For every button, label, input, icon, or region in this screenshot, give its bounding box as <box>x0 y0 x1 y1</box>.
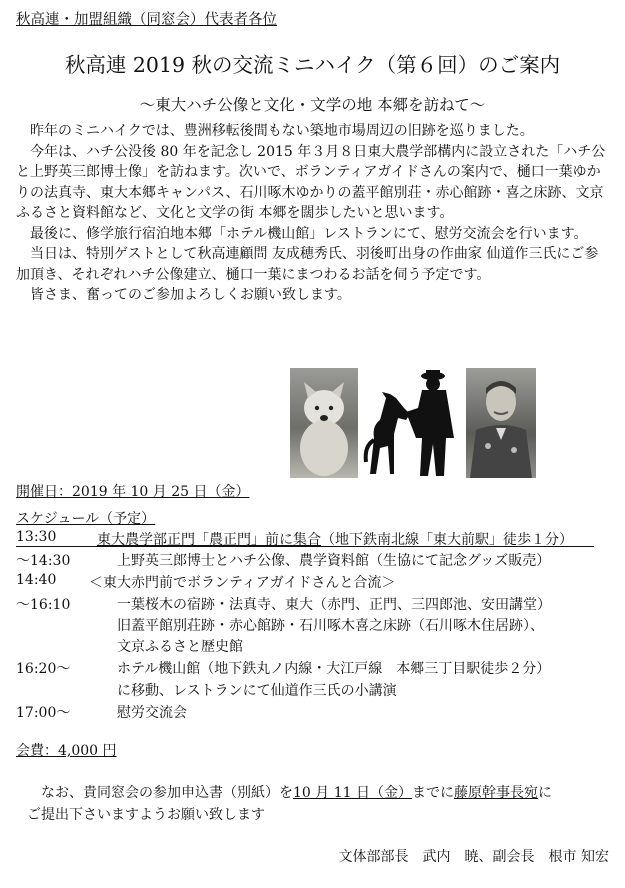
schedule-desc: ホテル機山館（地下鉄丸ノ内線・大江戸線 本郷三丁目駅徒歩２分） <box>117 661 551 677</box>
signature: 文体部部長 武内 暁、副会長 根市 知宏 <box>338 849 609 865</box>
note-text: までに <box>411 785 454 801</box>
schedule-desc: ＜東大赤門前でボランティアガイドさんと合流＞ <box>89 575 396 591</box>
schedule-heading: スケジュール（予定） <box>16 511 156 527</box>
note-line-2: ご提出下さいますようお願い致します <box>27 807 265 823</box>
schedule-desc: 旧蓋平館別荘跡・赤心館跡・石川啄木喜之床跡（石川啄木住居跡）、 <box>117 618 544 634</box>
paragraph: 最後に、修学旅行宿泊地本郷「ホテル機山館」レストランにて、慰労交流会を行います。 <box>30 225 588 242</box>
schedule-desc: 慰労交流会 <box>117 705 187 721</box>
schedule-time: 13:30 <box>16 529 57 545</box>
schedule-desc-main: 東大農学部正門「農正門」前に集合 <box>97 532 321 548</box>
paragraph: 昨年のミニハイクでは、豊洲移転後間もない築地市場周辺の旧跡を巡りました。 <box>30 123 534 139</box>
fee: 会費：4,000 円 <box>16 743 117 759</box>
schedule-time: 16:20〜 <box>16 661 71 677</box>
body-text <box>16 121 612 306</box>
note-line <box>41 782 552 802</box>
note-text: なお、貴同窓会の参加申込書（別紙）を <box>41 785 293 801</box>
note-deadline: 10 月 11 日（金） <box>293 785 412 801</box>
schedule-desc: 一葉桜木の宿跡・法真寺、東大（赤門、正門、三四郎池、安田講堂） <box>117 597 551 613</box>
paragraph: 皆さま、奮ってのご参加よろしくお願い致します。 <box>30 287 351 303</box>
note-text: に <box>537 785 552 801</box>
schedule-time: 〜16:10 <box>16 597 71 613</box>
page-title: 秋高連 2019 秋の交流ミニハイク（第６回）のご案内 <box>64 53 561 77</box>
portrait-photo <box>466 368 536 478</box>
paragraph: 当日は、特別ゲストとして秋高連顧問 友成穂秀氏、羽後町出身の作曲家 仙道作三氏にご参加頂き、それぞれハチ公像建立、樋口一葉にまつわるお話を伺う予定です。 <box>16 246 599 283</box>
schedule-desc-extra: （地下鉄南北線「東大前駅」徒歩１分） <box>321 532 573 548</box>
divider <box>16 546 594 547</box>
subtitle: 〜東大ハチ公像と文化・文学の地 本郷を訪ねて〜 <box>139 96 486 114</box>
paragraph: 今年は、ハチ公没後 80 年を記念し 2015 年３月８日東大農学部構内に設立された「ハチ公と上野英三郎博士像」を訪ねます。次いで、ボランティアガイドさんの案内で、樋口一葉ゆかりの法真寺、東大本郷キャンパス、石川啄木ゆかりの蓋平館別荘・赤心館跡・喜之床跡、文京ふるさと資料館など、文化と文学の街 本郷を闊歩したいと思います。 <box>16 143 606 221</box>
schedule-time: 17:00〜 <box>16 705 71 721</box>
addressee: 秋高連・加盟組織（同窓会）代表者各位 <box>16 12 277 28</box>
hachiko-photo <box>290 368 358 478</box>
schedule-time: 14:40 <box>16 572 57 588</box>
schedule-desc: に移動、レストランにて仙道作三氏の小講演 <box>117 683 397 699</box>
note-recipient: 藤原幹事長宛 <box>453 785 538 801</box>
schedule-desc: 文京ふるさと歴史館 <box>117 639 243 655</box>
silhouette-image <box>360 368 463 478</box>
schedule-time: 〜14:30 <box>16 553 71 569</box>
event-date: 開催日：2019 年 10 月 25 日（金） <box>16 484 250 500</box>
schedule-desc: 上野英三郎博士とハチ公像、農学資料館（生協にて記念グッズ販売） <box>117 553 551 569</box>
